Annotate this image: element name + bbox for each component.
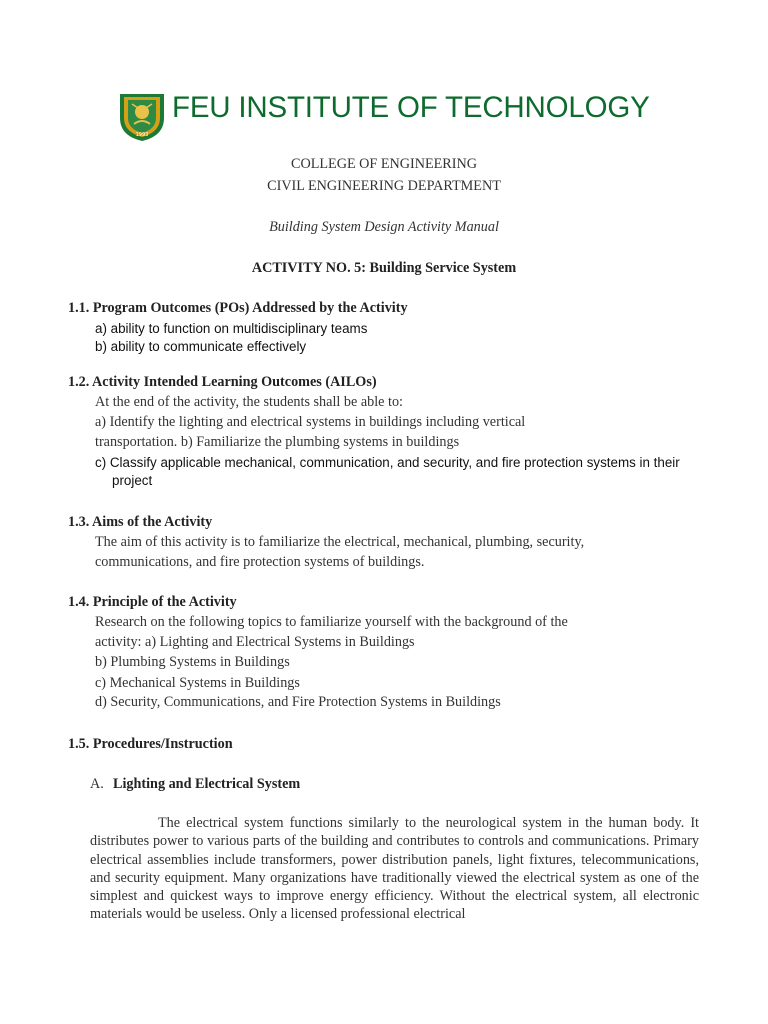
section-1-4-heading: 1.4. Principle of the Activity	[68, 594, 237, 610]
aims-line-1: The aim of this activity is to familiarize the electrical, mechanical, plumbing, security,	[95, 534, 585, 550]
header-logo	[114, 90, 694, 142]
po-item-b: b) ability to communicate effectively	[95, 339, 307, 354]
principle-line-5: d) Security, Communications, and Fire Protection Systems in Buildings	[95, 694, 501, 710]
ailo-item-c-cont: project	[112, 473, 153, 488]
section-1-1-heading: 1.1. Program Outcomes (POs) Addressed by the Activity	[68, 300, 408, 316]
aims-line-2: communications, and fire protection systems of buildings.	[95, 554, 425, 570]
manual-title: Building System Design Activity Manual	[269, 219, 499, 235]
feu-seal-icon	[116, 92, 168, 142]
principle-line-2: activity: a) Lighting and Electrical Systems in Buildings	[95, 634, 415, 650]
ailo-item-a: a) Identify the lighting and electrical systems in buildings including vertical	[95, 414, 526, 430]
electrical-paragraph	[90, 814, 699, 924]
po-item-a: a) ability to function on multidisciplinary teams	[95, 321, 368, 336]
institution-name: FEU INSTITUTE OF TECHNOLOGY	[172, 91, 650, 124]
subsection-heading: Lighting and Electrical System	[113, 776, 301, 792]
department-title: CIVIL ENGINEERING DEPARTMENT	[267, 178, 501, 194]
ailo-item-c: c) Classify applicable mechanical, communication, and security, and fire protection systems in their	[95, 455, 680, 470]
activity-title: ACTIVITY NO. 5: Building Service System	[251, 260, 517, 276]
seal-year: 1993	[135, 132, 149, 138]
section-1-2-heading: 1.2. Activity Intended Learning Outcomes (AILOs)	[68, 374, 377, 390]
college-title: COLLEGE OF ENGINEERING	[291, 156, 477, 172]
principle-line-3: b) Plumbing Systems in Buildings	[95, 654, 290, 670]
section-1-3-heading: 1.3. Aims of the Activity	[68, 514, 213, 530]
principle-line-1: Research on the following topics to familiarize yourself with the background of the	[95, 614, 568, 630]
electrical-paragraph-text: The electrical system functions similarly to the neurological system in the human body. It distributes power to various parts of the building and contributes to controls and communications. Primary electrical assemblies include transformers, power distribution panels, light fixtures, telecommunications, and security equipment. Many organizations have traditionally viewed the electrical system as one of the simplest and quickest ways to improve energy efficiency. Without the electrical system, all electronic materials would be useless. Only a licensed professional electrical	[90, 815, 699, 923]
principle-line-4: c) Mechanical Systems in Buildings	[95, 675, 300, 691]
section-1-5-heading: 1.5. Procedures/Instruction	[68, 736, 233, 752]
ailo-item-b: transportation. b) Familiarize the plumbing systems in buildings	[95, 434, 460, 450]
ailo-intro: At the end of the activity, the students shall be able to:	[95, 394, 403, 410]
subsection-marker: A.	[90, 776, 104, 792]
